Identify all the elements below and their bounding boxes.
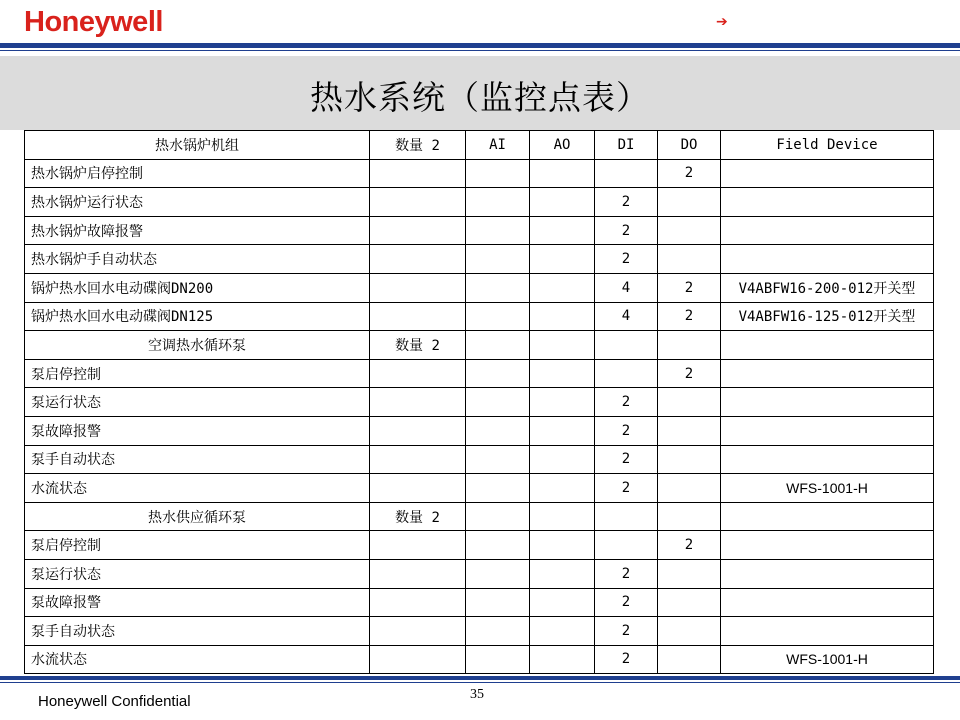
- table-cell: [466, 188, 530, 217]
- table-cell: [721, 559, 934, 588]
- column-header: AO: [530, 131, 595, 160]
- table-cell: [721, 617, 934, 646]
- table-row: [25, 531, 934, 560]
- column-header: 数量 2: [370, 131, 466, 160]
- table-cell: WFS-1001-H: [721, 474, 934, 503]
- column-header: Field Device: [721, 131, 934, 160]
- table-row: [25, 245, 934, 274]
- point-name-cell: 泵运行状态: [25, 559, 370, 588]
- monitoring-points-table: [24, 130, 934, 674]
- table-row: [25, 474, 934, 503]
- table-cell: [658, 645, 721, 674]
- point-name-cell: 锅炉热水回水电动碟阀DN200: [25, 273, 370, 302]
- table-cell: [466, 559, 530, 588]
- table-row: [25, 159, 934, 188]
- column-header: AI: [466, 131, 530, 160]
- table-row: [25, 388, 934, 417]
- table-cell: 2: [595, 188, 658, 217]
- table-cell: [530, 559, 595, 588]
- table-cell: 2: [658, 302, 721, 331]
- table-cell: [658, 416, 721, 445]
- table-row: [25, 188, 934, 217]
- point-name-cell: 泵故障报警: [25, 588, 370, 617]
- point-name-cell: 泵手自动状态: [25, 445, 370, 474]
- table-cell: [370, 445, 466, 474]
- table-cell: [658, 245, 721, 274]
- table-cell: [370, 159, 466, 188]
- table-cell: [370, 588, 466, 617]
- next-arrow-icon[interactable]: ➔: [716, 14, 728, 30]
- table-cell: [721, 588, 934, 617]
- table-cell: [530, 645, 595, 674]
- table-cell: [658, 445, 721, 474]
- group-header-row: [25, 331, 934, 360]
- table-cell: [530, 159, 595, 188]
- table-row: [25, 216, 934, 245]
- table-cell: [721, 188, 934, 217]
- point-name-cell: 空调热水循环泵: [25, 331, 370, 360]
- table-cell: [370, 216, 466, 245]
- point-name-cell: 锅炉热水回水电动碟阀DN125: [25, 302, 370, 331]
- table-row: [25, 559, 934, 588]
- page-number: 35: [470, 687, 484, 702]
- point-name-cell: 泵故障报警: [25, 416, 370, 445]
- honeywell-logo: Honeywell: [24, 6, 163, 38]
- table-cell: [370, 474, 466, 503]
- point-name-cell: 泵手自动状态: [25, 617, 370, 646]
- table-cell: [721, 502, 934, 531]
- table-cell: [658, 559, 721, 588]
- column-header: DO: [658, 131, 721, 160]
- table-cell: 2: [595, 559, 658, 588]
- table-cell: 数量 2: [370, 502, 466, 531]
- table-cell: 2: [595, 388, 658, 417]
- table-cell: [370, 388, 466, 417]
- table-row: [25, 588, 934, 617]
- point-name-cell: 泵运行状态: [25, 388, 370, 417]
- table-cell: [530, 331, 595, 360]
- table-cell: [466, 588, 530, 617]
- table-cell: 4: [595, 273, 658, 302]
- table-cell: [370, 617, 466, 646]
- table-row: [25, 645, 934, 674]
- footer-rule-thin: [0, 682, 960, 683]
- table-cell: 4: [595, 302, 658, 331]
- table-cell: [370, 273, 466, 302]
- table-cell: [658, 216, 721, 245]
- table-cell: [466, 159, 530, 188]
- table-cell: [721, 445, 934, 474]
- table-cell: [530, 188, 595, 217]
- footer-rule-thick: [0, 676, 960, 680]
- table-cell: WFS-1001-H: [721, 645, 934, 674]
- table-cell: [370, 188, 466, 217]
- table-cell: [466, 617, 530, 646]
- table-cell: [466, 273, 530, 302]
- table-cell: [466, 359, 530, 388]
- table-cell: [658, 617, 721, 646]
- point-name-cell: 泵启停控制: [25, 531, 370, 560]
- confidential-label: Honeywell Confidential: [38, 693, 191, 710]
- table-cell: [466, 474, 530, 503]
- table-cell: [721, 245, 934, 274]
- table-cell: [530, 588, 595, 617]
- point-name-cell: 热水锅炉运行状态: [25, 188, 370, 217]
- table-cell: [370, 559, 466, 588]
- table-cell: [370, 531, 466, 560]
- table-cell: [658, 502, 721, 531]
- table-cell: [530, 359, 595, 388]
- table-cell: [530, 416, 595, 445]
- point-name-cell: 热水供应循环泵: [25, 502, 370, 531]
- table-cell: [466, 645, 530, 674]
- table-cell: [466, 531, 530, 560]
- table-row: [25, 273, 934, 302]
- table-cell: [530, 531, 595, 560]
- table-cell: V4ABFW16-200-012开关型: [721, 273, 934, 302]
- table-cell: 2: [658, 273, 721, 302]
- table-cell: [466, 245, 530, 274]
- table-cell: [721, 388, 934, 417]
- table-cell: [721, 531, 934, 560]
- table-cell: [658, 331, 721, 360]
- table-cell: [721, 416, 934, 445]
- table-cell: 2: [595, 216, 658, 245]
- point-name-cell: 热水锅炉手自动状态: [25, 245, 370, 274]
- table-cell: [658, 388, 721, 417]
- header-rule-thin: [0, 50, 960, 51]
- table-cell: [370, 302, 466, 331]
- table-cell: 2: [595, 645, 658, 674]
- table-cell: [595, 531, 658, 560]
- table-cell: 2: [595, 445, 658, 474]
- table-cell: [595, 359, 658, 388]
- group-header-row: [25, 502, 934, 531]
- table-cell: [530, 216, 595, 245]
- table-cell: [530, 474, 595, 503]
- table-cell: [466, 388, 530, 417]
- table-cell: [466, 302, 530, 331]
- table-row: [25, 445, 934, 474]
- table-cell: V4ABFW16-125-012开关型: [721, 302, 934, 331]
- table-cell: 2: [595, 617, 658, 646]
- table-cell: [595, 331, 658, 360]
- table-cell: 2: [595, 588, 658, 617]
- column-header: DI: [595, 131, 658, 160]
- table-cell: [595, 159, 658, 188]
- table-row: [25, 416, 934, 445]
- page-title: 热水系统（监控点表）: [310, 78, 650, 117]
- table-cell: [466, 502, 530, 531]
- table-cell: [721, 331, 934, 360]
- table-cell: [721, 159, 934, 188]
- point-name-cell: 水流状态: [25, 645, 370, 674]
- table-cell: [370, 416, 466, 445]
- header-rule-thick: [0, 43, 960, 48]
- table-row: [25, 617, 934, 646]
- table-cell: 数量 2: [370, 331, 466, 360]
- table-cell: [530, 445, 595, 474]
- table-cell: [530, 302, 595, 331]
- point-name-cell: 水流状态: [25, 474, 370, 503]
- table-cell: [466, 216, 530, 245]
- table-cell: 2: [595, 416, 658, 445]
- table-cell: [721, 359, 934, 388]
- table-cell: [466, 331, 530, 360]
- column-header: 热水锅炉机组: [25, 131, 370, 160]
- table-cell: 2: [595, 474, 658, 503]
- point-name-cell: 热水锅炉故障报警: [25, 216, 370, 245]
- table-cell: [658, 474, 721, 503]
- table-row: [25, 302, 934, 331]
- table-cell: [721, 216, 934, 245]
- table-cell: [530, 245, 595, 274]
- table-cell: 2: [595, 245, 658, 274]
- table-cell: [530, 617, 595, 646]
- table-cell: [370, 359, 466, 388]
- table-cell: [595, 502, 658, 531]
- point-name-cell: 热水锅炉启停控制: [25, 159, 370, 188]
- table-row: [25, 359, 934, 388]
- table-cell: [530, 273, 595, 302]
- table-cell: [466, 445, 530, 474]
- table-cell: [370, 245, 466, 274]
- table-cell: [370, 645, 466, 674]
- table-cell: 2: [658, 531, 721, 560]
- table-cell: [466, 416, 530, 445]
- table-cell: [530, 502, 595, 531]
- table-cell: [530, 388, 595, 417]
- point-name-cell: 泵启停控制: [25, 359, 370, 388]
- table-cell: [658, 188, 721, 217]
- table-header-row: [25, 131, 934, 160]
- table-cell: 2: [658, 359, 721, 388]
- table-cell: [658, 588, 721, 617]
- table-cell: 2: [658, 159, 721, 188]
